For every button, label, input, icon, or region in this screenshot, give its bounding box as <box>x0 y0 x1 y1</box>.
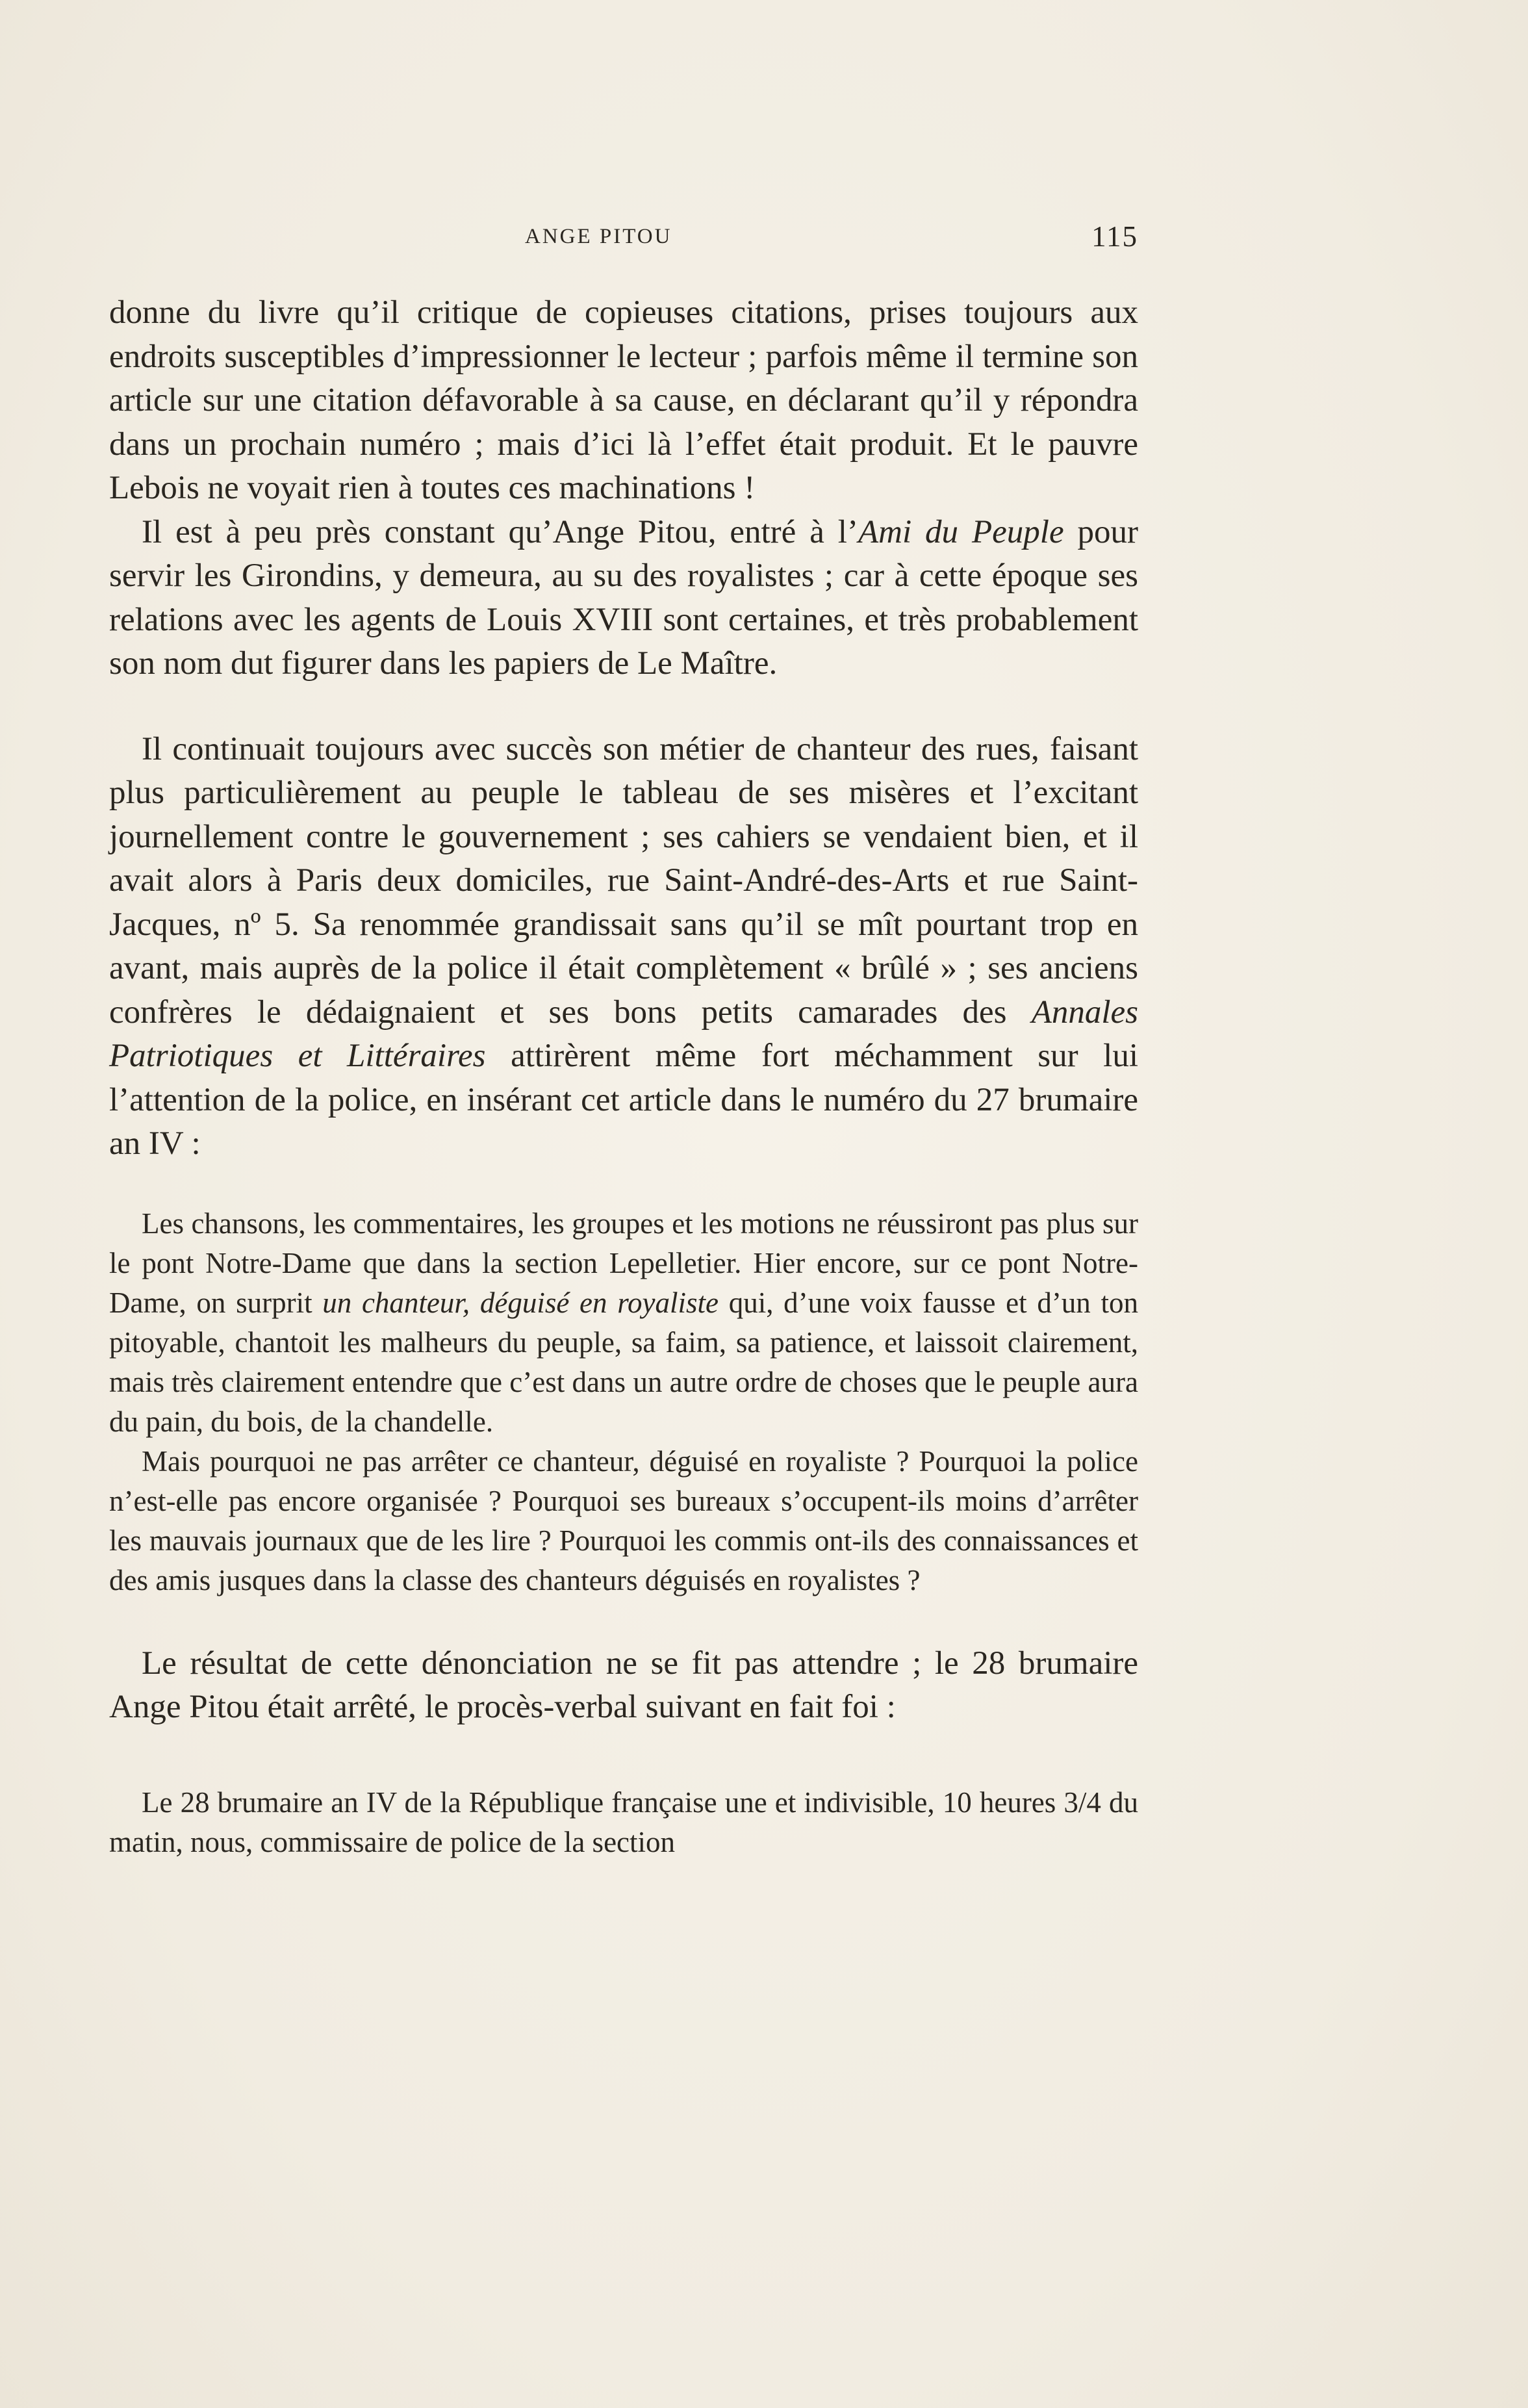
paragraph-3 <box>109 728 1138 1166</box>
paragraph-2-text-b: pour servir les Girondins, y demeura, au su des royalistes ; car à cette époque ses relations avec les agents de Louis XVIII sont certaines, et très probablement son nom dut figurer dans les papiers de Le Maître. <box>109 513 1139 682</box>
quotation-2: Mais pourquoi ne pas arrêter ce chanteur, déguisé en royaliste ? Pourquoi la police n’est-elle pas encore organisée ? Pourquoi ses bureaux s’occupent-ils moins d’arrêter les mauvais journaux que de les lire ? Pourquoi les commis ont-ils des connaissances et des amis jusques dans la classe des chanteurs déguisés en royalistes ? <box>109 1444 1138 1596</box>
journal-title-annales: Annales Patriotiques et Littéraires <box>109 993 1138 1074</box>
paragraph-3-text-a: Il continuait toujours avec succès son métier de chanteur des rues, faisant plus particulièrement au peuple le tableau de ses misères et l’excitant journellement contre le gouvernement ; ses cahiers se vendaient bien, et il avait alors à Paris deux domiciles, rue Saint-André-des-Arts et rue Saint-Jacques, nº 5. Sa renommée grandissait sans qu’il se mît pourtant trop en avant, mais auprès de la police il était complètement « brûlé » ; ses anciens confrères le dédaignaient et ses bons petits camarades des <box>109 730 1138 1031</box>
body-text <box>109 291 1138 1862</box>
paragraph-1: donne du livre qu’il critique de copieuses citations, prises toujours aux endroits susceptibles d’impressionner le lecteur ; parfois même il termine son article sur une citation défavorable à sa cause, en déclarant qu’il y répondra dans un prochain numéro ; mais d’ici là l’effet était produit. Et le pauvre Lebois ne voyait rien à toutes ces machinations ! <box>109 294 1138 506</box>
paragraph-2 <box>109 511 1138 686</box>
quotation-1 <box>109 1204 1138 1442</box>
quotation-1-text-a: Les chansons, les commentaires, les groupes et les motions ne réussiront pas plus sur le pont Notre-Dame que dans la section Lepelletier. Hier encore, sur ce pont Notre-Dame, on surprit <box>109 1207 1138 1319</box>
paragraph-4: Le résultat de cette dénonciation ne se fit pas attendre ; le 28 brumaire Ange Pitou était arrêté, le procès-verbal suivant en fait foi : <box>109 1645 1138 1725</box>
journal-title-ami-du-peuple: Ami du Peuple <box>858 513 1064 550</box>
paragraph-3-text-b: attirèrent même fort méchamment sur lui l’attention de la police, en insérant cet article dans le numéro du 27 brumaire an IV : <box>109 1038 1138 1162</box>
page-header <box>109 220 1138 259</box>
page-number: 115 <box>1091 220 1138 253</box>
quotation-1-text-b: qui, d’une voix fausse et d’un ton pitoyable, chantoit les malheurs du peuple, sa faim, sa patience, et laissoit clairement, mais très clairement entendre que c’est dans un autre ordre de choses que le peuple aura du pain, du bois, de la chandelle. <box>109 1286 1139 1438</box>
quotation-3: Le 28 brumaire an IV de la République française une et indivisible, 10 heures 3/4 du matin, nous, commissaire de police de la section <box>109 1786 1138 1858</box>
running-title: ANGE PITOU <box>525 225 672 248</box>
quotation-1-emphasis: un chanteur, déguisé en royaliste <box>322 1286 719 1319</box>
paragraph-2-text-a: Il est à peu près constant qu’Ange Pitou, entré à l’ <box>142 513 858 550</box>
